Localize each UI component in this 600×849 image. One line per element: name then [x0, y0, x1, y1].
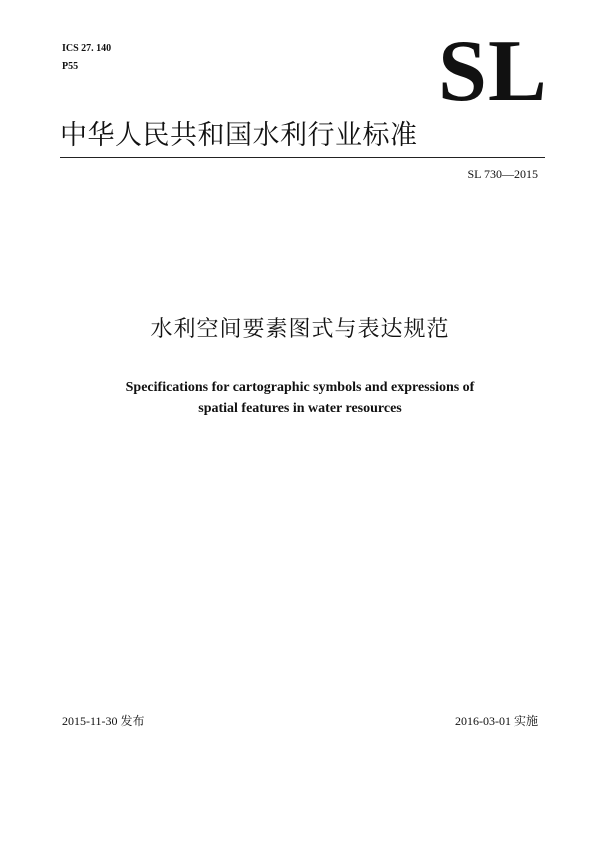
document-title-english-line2: spatial features in water resources [198, 401, 402, 416]
header-divider [60, 157, 545, 158]
organization-title: 中华人民共和国水利行业标准 [60, 120, 418, 151]
ics-code: ICS 27. 140 [62, 43, 112, 54]
document-title-english-line1: Specifications for cartographic symbols and expressions of [125, 380, 475, 395]
standard-number: SL 730—2015 [467, 167, 538, 181]
sl-logo: SL [438, 23, 548, 120]
issue-date: 2015-11-30 发布 [62, 714, 145, 728]
implementation-date: 2016-03-01 实施 [455, 714, 538, 728]
classification-code: P55 [62, 61, 79, 72]
document-title-chinese: 水利空间要素图式与表达规范 [150, 317, 450, 342]
